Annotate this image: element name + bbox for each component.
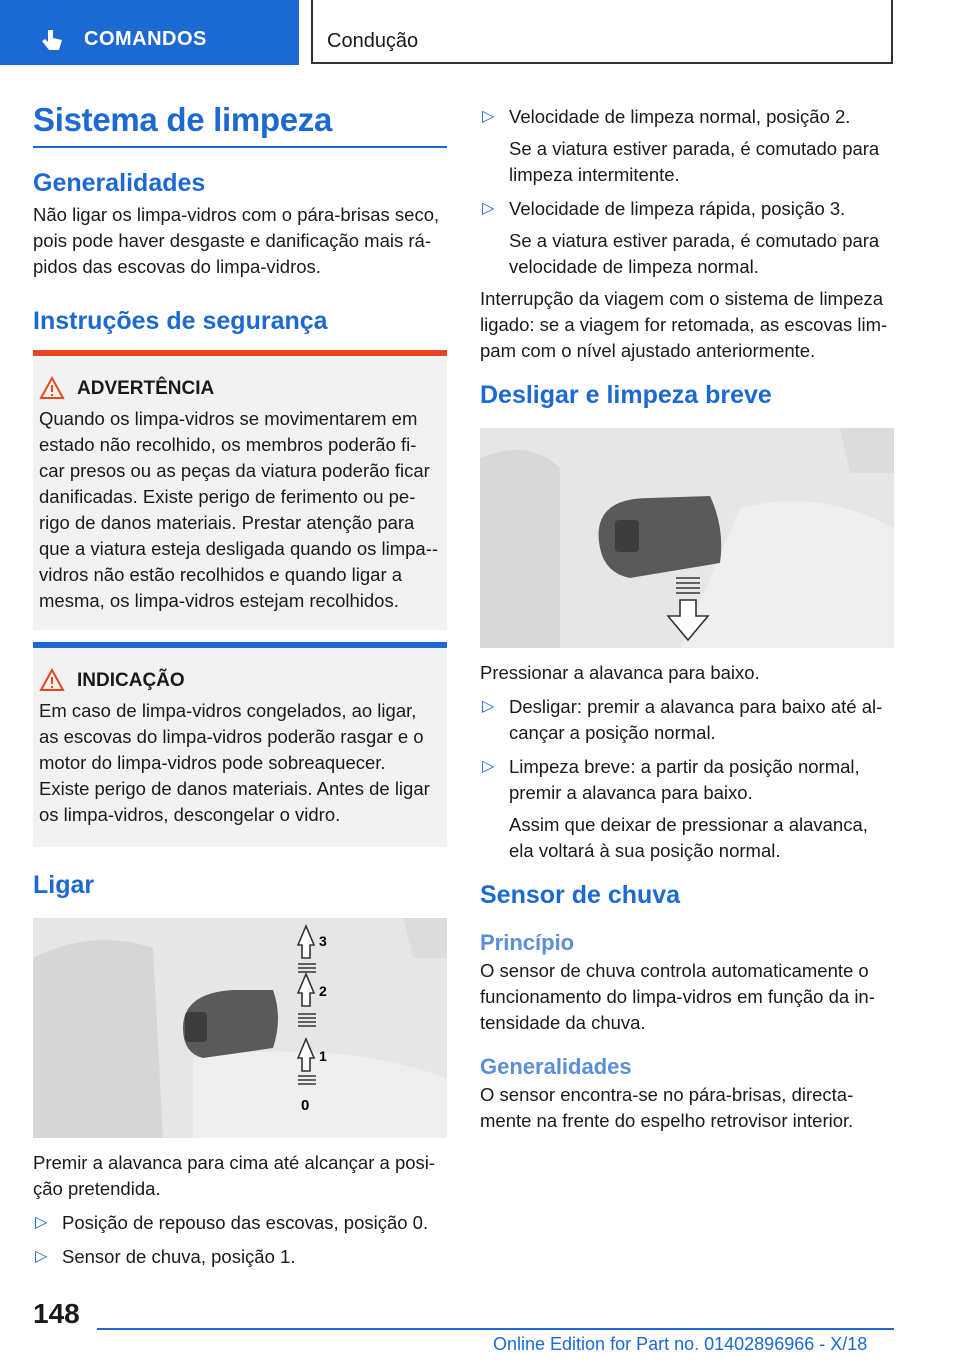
footer-edition: Online Edition for Part no. 01402896966 - X/18 <box>493 1334 868 1354</box>
list-item: ▷ Desligar: premir a alavanca para baixo até al-cançar a posição normal. <box>482 696 883 743</box>
bullet-triangle-icon: ▷ <box>35 1214 48 1231</box>
generalidades-text-2: O sensor encontra-se no pára-brisas, directa-mente na frente do espelho retrovisor interior. <box>480 1084 854 1131</box>
generalidades-text: Não ligar os limpa-vidros com o pára-brisas seco, pois pode haver desgaste e danificação mais rá-pidos das escovas do limpa-vidros. <box>33 204 440 277</box>
figure-label-0: 0 <box>301 1097 310 1114</box>
generalidades-heading-2: Generalidades <box>480 1054 632 1079</box>
figure-label-1: 1 <box>319 1048 327 1064</box>
pressionar-text: Pressionar a alavanca para baixo. <box>480 662 760 683</box>
warning-title: ADVERTÊNCIA <box>77 378 215 399</box>
chapter-tab[interactable] <box>311 0 893 64</box>
figure-label-3: 3 <box>319 933 327 949</box>
hand-pointer-icon <box>40 28 64 59</box>
bullet-triangle-icon: ▷ <box>482 200 495 217</box>
seguranca-section <box>33 308 447 334</box>
notice-box <box>33 642 447 847</box>
bullet-triangle-icon: ▷ <box>482 108 495 125</box>
notice-triangle-icon <box>39 668 65 692</box>
principio-heading: Princípio <box>480 930 575 955</box>
warning-heading <box>33 378 447 400</box>
title-rule <box>33 146 447 148</box>
list-item: ▷ Limpeza breve: a partir da posição normal, premir a alavanca para baixo. <box>482 756 860 803</box>
desligar-section <box>480 382 894 408</box>
right-column-top <box>480 104 894 364</box>
chapter-label: Condução <box>327 30 419 52</box>
principio-text: O sensor de chuva controla automaticamente o funcionamento do limpa-vidros em função da in-tensidade da chuva. <box>480 960 875 1033</box>
item1-sub: Se a viatura estiver parada, é comutado para limpeza intermitente. <box>509 138 880 185</box>
interrupcao-text: Interrupção da viagem com o sistema de limpeza ligado: se a viagem for retomada, as escovas lim-pam com o nível ajustado anteriormente. <box>480 288 888 361</box>
generalidades-section <box>33 170 447 280</box>
sensor-section <box>480 882 894 1134</box>
figure-wiper-lever-down <box>480 428 894 648</box>
notice-bar <box>33 642 447 648</box>
ligar-section <box>33 872 447 898</box>
bullet-triangle-icon: ▷ <box>35 1248 48 1265</box>
desligar-heading: Desligar e limpeza breve <box>480 381 772 409</box>
warning-text: Quando os limpa-vidros se movimentarem em estado não recolhido, os membros poderão fi-car presos ou as peças da viatura poderão ficar danificadas. Existe perigo de ferimento ou pe-rigo de danos materiais. Prestar atenção para que a viatura esteja desligada quando os limpa--vidros não estão recolhidos e quando ligar a mesma, os limpa-vidros estejam recolhidos. <box>39 408 439 611</box>
footer-rule <box>97 1328 894 1330</box>
notice-text: Em caso de limpa-vidros congelados, ao ligar, as escovas do limpa-vidros poderão rasgar e o motor do limpa-vidros pode sobreaquecer. Existe perigo de danos materiais. Antes de ligar os limpa-vidros, descongelar o vidro. <box>39 700 430 825</box>
ligar-instructions <box>33 1150 447 1270</box>
ligar-heading: Ligar <box>33 871 95 899</box>
generalidades-heading: Generalidades <box>33 169 206 197</box>
list-item: ▷ Sensor de chuva, posição 1. <box>33 1244 447 1270</box>
section-tab[interactable] <box>0 0 299 65</box>
seguranca-heading: Instruções de segurança <box>33 307 328 335</box>
notice-title: INDICAÇÃO <box>77 670 185 691</box>
warning-box <box>33 350 447 630</box>
notice-heading <box>33 670 447 692</box>
list-item: ▷ Velocidade de limpeza rápida, posição 3. <box>480 196 894 222</box>
ligar-text: Premir a alavanca para cima até alcançar a posi-ção pretendida. <box>33 1152 436 1199</box>
warning-bar <box>33 350 447 356</box>
sensor-heading: Sensor de chuva <box>480 881 681 909</box>
page-title: Sistema de limpeza <box>33 101 333 138</box>
page-number: 148 <box>33 1298 80 1329</box>
desligar-instructions <box>480 660 894 864</box>
item2-sub: Se a viatura estiver parada, é comutado para velocidade de limpeza normal. <box>509 230 880 277</box>
bullet-triangle-icon: ▷ <box>482 758 495 775</box>
section-label: COMANDOS <box>84 28 207 50</box>
list-item: ▷ Posição de repouso das escovas, posição 0. <box>33 1210 447 1236</box>
bullet-triangle-icon: ▷ <box>482 698 495 715</box>
list-item: ▷ Velocidade de limpeza normal, posição 2. <box>480 104 894 130</box>
figure-wiper-lever-up <box>33 918 447 1138</box>
limpeza-sub: Assim que deixar de pressionar a alavanca, ela voltará à sua posição normal. <box>509 814 868 861</box>
figure-label-2: 2 <box>319 983 327 999</box>
warning-triangle-icon <box>39 376 65 400</box>
